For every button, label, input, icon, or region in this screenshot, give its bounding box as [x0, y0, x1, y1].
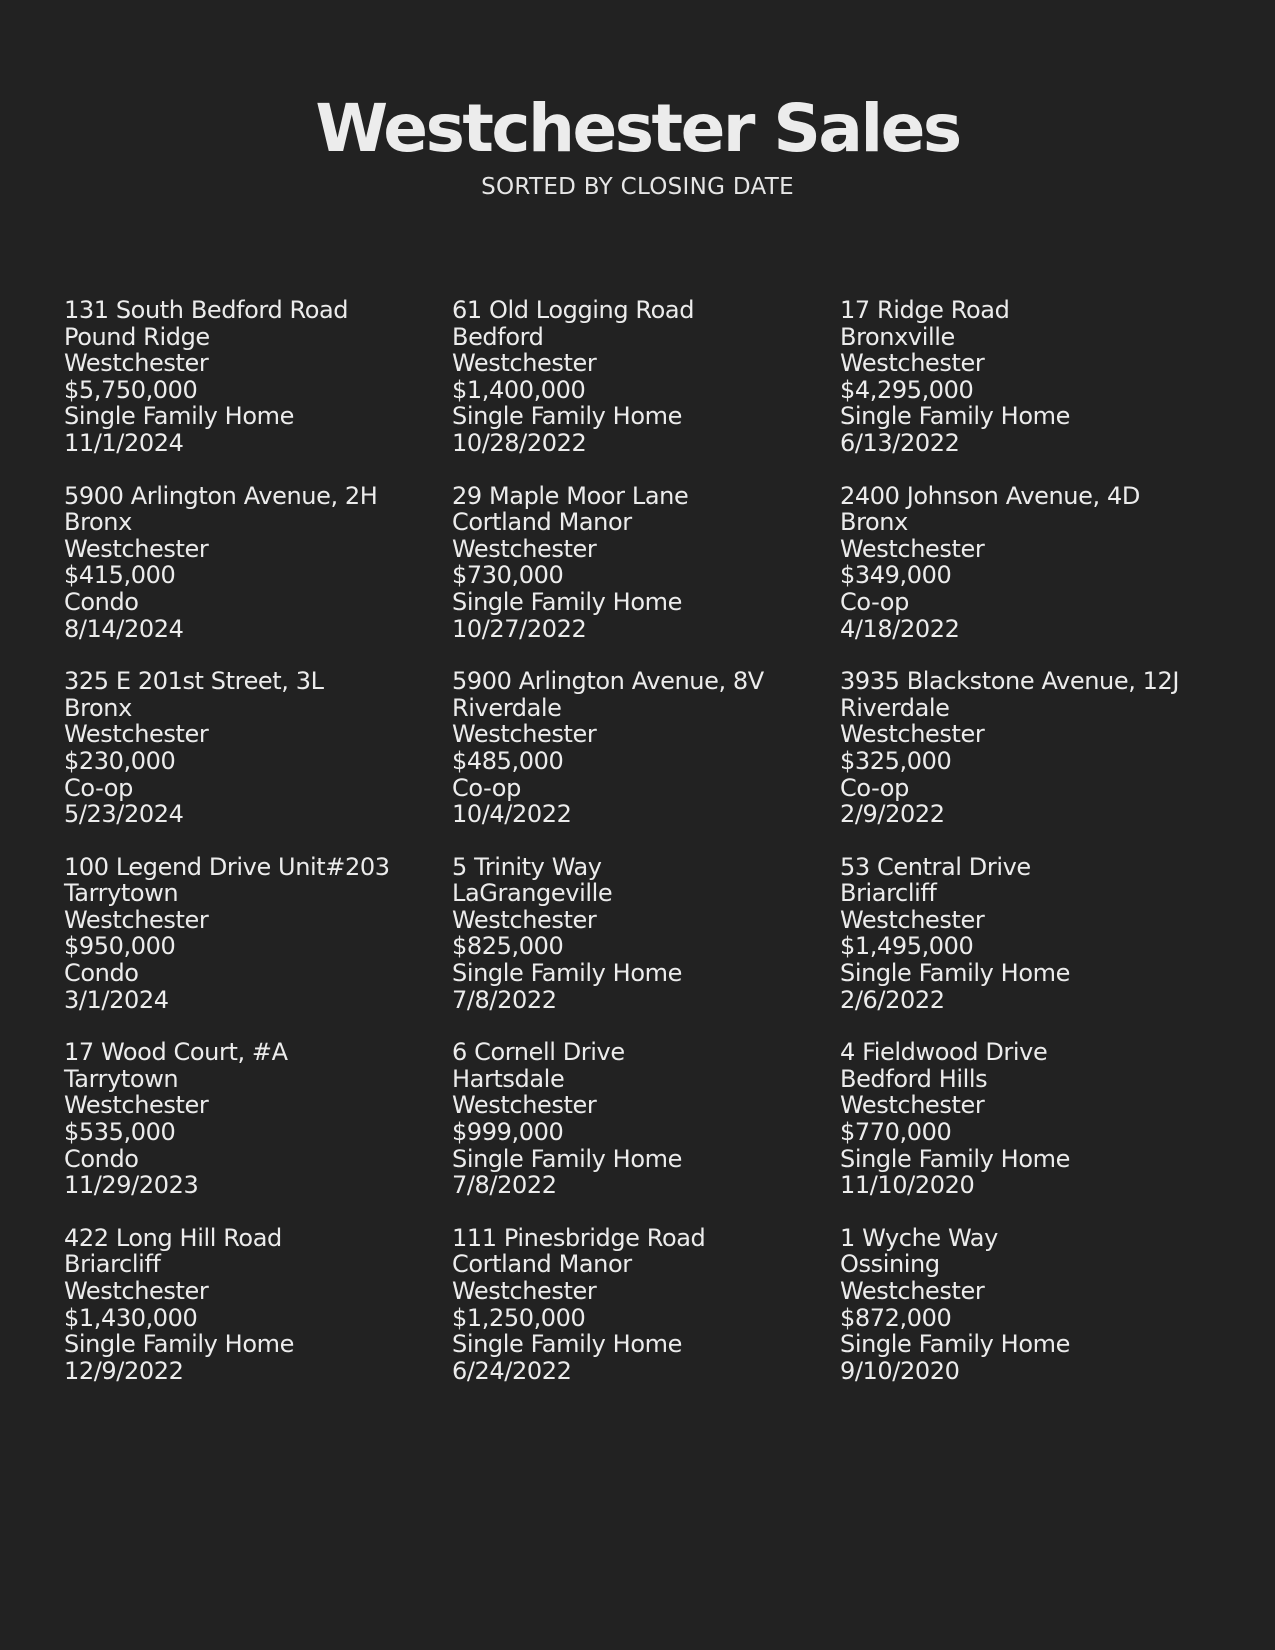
listing-address: 5 Trinity Way — [452, 852, 602, 881]
listing-town: Pound Ridge — [64, 322, 210, 351]
listing-item — [840, 854, 1214, 1014]
listing-item — [452, 1039, 840, 1199]
listing-address: 17 Ridge Road — [840, 296, 1010, 324]
listing-town: Bronx — [64, 693, 132, 722]
listing-type: Single Family Home — [840, 1330, 1070, 1359]
listing-county: Westchester — [840, 720, 985, 749]
listing-price: $770,000 — [840, 1118, 952, 1147]
listing-item — [840, 483, 1214, 643]
listing-town: Bronx — [840, 508, 908, 537]
listing-price: $999,000 — [452, 1118, 564, 1147]
listing-type: Single Family Home — [452, 587, 682, 616]
listing-item — [840, 1039, 1214, 1199]
listing-price: $1,400,000 — [452, 375, 586, 404]
listing-address: 2400 Johnson Avenue, 4D — [840, 481, 1140, 510]
listing-date: 6/13/2022 — [840, 428, 960, 457]
listing-town: Tarrytown — [64, 1064, 179, 1093]
listing-price: $4,295,000 — [840, 375, 974, 404]
listing-address: 1 Wyche Way — [840, 1223, 998, 1252]
listing-address: 29 Maple Moor Lane — [452, 481, 689, 510]
listing-price: $1,250,000 — [452, 1303, 586, 1332]
listing-date: 7/8/2022 — [452, 985, 557, 1014]
listing-type: Condo — [64, 1144, 139, 1173]
page-title: Westchester Sales — [315, 90, 960, 167]
page-header — [0, 86, 1275, 202]
listing-item — [64, 1039, 452, 1199]
listing-town: Riverdale — [452, 693, 562, 722]
listing-address: 100 Legend Drive Unit#203 — [64, 852, 390, 881]
listing-address: 422 Long Hill Road — [64, 1223, 282, 1252]
listing-price: $730,000 — [452, 561, 564, 590]
listing-county: Westchester — [452, 534, 597, 563]
listing-price: $535,000 — [64, 1118, 176, 1147]
listing-address: 53 Central Drive — [840, 852, 1031, 881]
listing-date: 12/9/2022 — [64, 1356, 184, 1385]
listings-grid — [64, 297, 1214, 1384]
listing-town: Briarcliff — [840, 879, 937, 908]
listing-type: Single Family Home — [64, 402, 294, 431]
listing-type: Single Family Home — [64, 1330, 294, 1359]
listing-county: Westchester — [452, 1277, 597, 1305]
listing-county: Westchester — [64, 720, 209, 749]
listing-town: Briarcliff — [64, 1250, 161, 1279]
listing-type: Single Family Home — [840, 1144, 1070, 1173]
listing-item — [64, 668, 452, 828]
listing-type: Single Family Home — [452, 959, 682, 988]
listing-item — [840, 1225, 1214, 1385]
listing-price: $230,000 — [64, 746, 176, 775]
listing-date: 10/4/2022 — [452, 800, 572, 829]
listing-date: 2/9/2022 — [840, 800, 945, 829]
listing-type: Single Family Home — [840, 959, 1070, 988]
listing-county: Westchester — [840, 1091, 985, 1120]
listing-address: 4 Fieldwood Drive — [840, 1038, 1048, 1067]
listing-date: 11/1/2024 — [64, 428, 184, 457]
listing-item — [452, 1225, 840, 1385]
listing-town: Riverdale — [840, 693, 950, 722]
listing-price: $1,430,000 — [64, 1303, 198, 1332]
listing-date: 10/27/2022 — [452, 614, 587, 643]
listing-county: Westchester — [452, 349, 597, 378]
listing-county: Westchester — [64, 1277, 209, 1305]
listing-date: 8/14/2024 — [64, 614, 184, 643]
listing-county: Westchester — [452, 905, 597, 934]
listing-county: Westchester — [64, 534, 209, 563]
listing-town: Bronxville — [840, 322, 955, 351]
listing-type: Single Family Home — [452, 1330, 682, 1359]
listing-town: Bronx — [64, 508, 132, 537]
listing-type: Single Family Home — [452, 402, 682, 431]
listing-address: 111 Pinesbridge Road — [452, 1223, 706, 1252]
listing-date: 7/8/2022 — [452, 1171, 557, 1200]
listing-item — [64, 297, 452, 457]
listing-type: Single Family Home — [452, 1144, 682, 1173]
listing-county: Westchester — [840, 349, 985, 378]
listing-address: 5900 Arlington Avenue, 2H — [64, 481, 378, 510]
listing-price: $485,000 — [452, 746, 564, 775]
listing-town: Bedford Hills — [840, 1064, 988, 1093]
listing-type: Condo — [64, 959, 139, 988]
listing-town: LaGrangeville — [452, 879, 613, 908]
page-subtitle: SORTED BY CLOSING DATE — [481, 174, 794, 200]
listing-town: Cortland Manor — [452, 508, 632, 537]
listing-address: 61 Old Logging Road — [452, 296, 695, 324]
listing-address: 5900 Arlington Avenue, 8V — [452, 667, 764, 696]
listing-county: Westchester — [840, 534, 985, 563]
listing-type: Co-op — [840, 773, 909, 802]
listing-item — [840, 668, 1214, 828]
listing-date: 11/29/2023 — [64, 1171, 199, 1200]
listing-type: Co-op — [840, 587, 909, 616]
listing-type: Single Family Home — [840, 402, 1070, 431]
listing-address: 17 Wood Court, #A — [64, 1038, 288, 1067]
listing-date: 9/10/2020 — [840, 1356, 960, 1385]
listing-date: 3/1/2024 — [64, 985, 169, 1014]
listing-date: 2/6/2022 — [840, 985, 945, 1014]
listing-date: 6/24/2022 — [452, 1356, 572, 1385]
listing-price: $872,000 — [840, 1303, 952, 1332]
listing-county: Westchester — [64, 905, 209, 934]
listing-item — [64, 1225, 452, 1385]
listing-county: Westchester — [64, 1091, 209, 1120]
listing-price: $950,000 — [64, 932, 176, 961]
listing-town: Tarrytown — [64, 879, 179, 908]
listing-price: $825,000 — [452, 932, 564, 961]
listing-item — [840, 297, 1214, 457]
listing-type: Condo — [64, 587, 139, 616]
listing-date: 11/10/2020 — [840, 1171, 975, 1200]
listing-county: Westchester — [840, 905, 985, 934]
listing-county: Westchester — [64, 349, 209, 378]
listing-town: Cortland Manor — [452, 1250, 632, 1279]
listing-price: $325,000 — [840, 746, 952, 775]
listing-date: 5/23/2024 — [64, 800, 184, 829]
listing-address: 325 E 201st Street, 3L — [64, 667, 324, 696]
listing-county: Westchester — [452, 720, 597, 749]
listing-price: $349,000 — [840, 561, 952, 590]
listing-item — [64, 483, 452, 643]
listing-town: Ossining — [840, 1250, 940, 1279]
listing-price: $1,495,000 — [840, 932, 974, 961]
listing-type: Co-op — [64, 773, 133, 802]
listing-price: $5,750,000 — [64, 375, 198, 404]
listing-item — [452, 854, 840, 1014]
listing-type: Co-op — [452, 773, 521, 802]
listing-price: $415,000 — [64, 561, 176, 590]
listing-county: Westchester — [840, 1277, 985, 1305]
listing-item — [452, 668, 840, 828]
listing-item — [64, 854, 452, 1014]
listing-address: 131 South Bedford Road — [64, 296, 349, 324]
listing-town: Hartsdale — [452, 1064, 565, 1093]
listing-address: 3935 Blackstone Avenue, 12J — [840, 667, 1180, 696]
listing-town: Bedford — [452, 322, 544, 351]
listing-date: 4/18/2022 — [840, 614, 960, 643]
listing-address: 6 Cornell Drive — [452, 1038, 625, 1067]
listing-item — [452, 297, 840, 457]
listing-county: Westchester — [452, 1091, 597, 1120]
listing-date: 10/28/2022 — [452, 428, 587, 457]
listing-item — [452, 483, 840, 643]
